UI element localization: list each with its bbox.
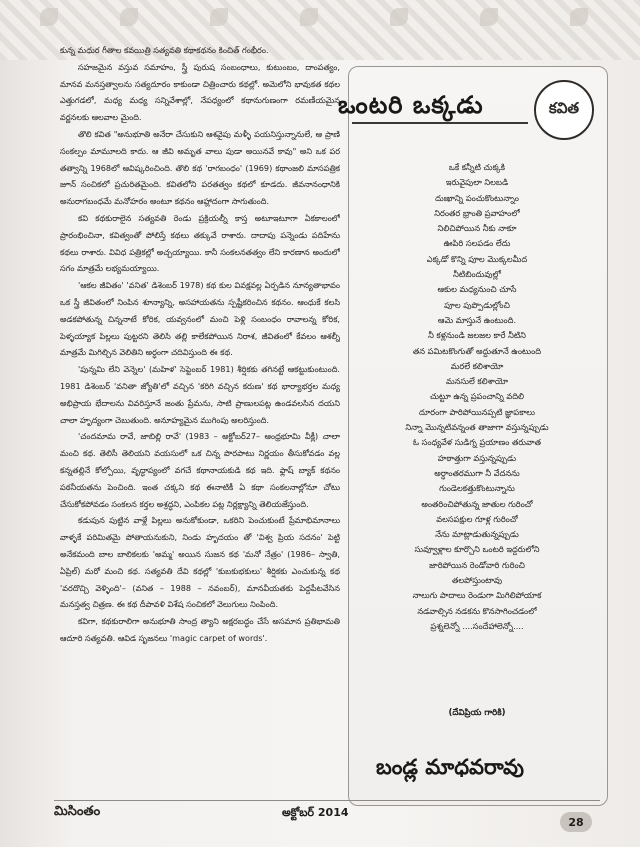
badge-label: కవిత — [548, 99, 580, 117]
poem-line: నిలిచిపోయిన నీకు నాకూ — [437, 223, 517, 234]
article-paragraph: కవి కథకురాలైన సత్యవతి రెండు ప్రక్రియల్నీ కాస్త అటూఇటూగా ఏకకాలంలో ప్రారంభించినా, కవిత్వంతో పోలిస్తే కథలు తక్కువే రాశారు. దాదాపు పన్నెండు పదిహేను కథలు రాశారు. వివిధ పత్రికల్లో అచ్చయ్యాయి. కానీ సంకలనతత్వం లేని కారణాన అందులో సగం మాత్రమే లభ్యమయ్యాయి. — [60, 212, 340, 274]
poem-line: నీ కళ్లనుండి జలజల కారే నీటిని — [428, 330, 526, 341]
poem-line: అర్ధాంతరముగా నీ వేదనను — [434, 467, 520, 478]
poem-title: ఒంటరి ఒక్కడు — [338, 90, 484, 119]
kavitha-badge-icon — [534, 80, 594, 140]
poem-line: మరలే కలిశాయో — [450, 360, 504, 371]
article-column — [60, 42, 340, 794]
leaf-ornament-icon — [40, 8, 58, 26]
poem-line: ప్రశ్నలెన్నో ....సందేహాలెన్నో.... — [430, 620, 524, 631]
leaf-ornament-icon — [120, 8, 138, 26]
poem-line: గుండెలకత్తుకొంటున్నాను — [439, 483, 515, 494]
poem-line: తలపోస్తుంటావు — [451, 575, 503, 586]
poem-line: జారిపోయిన రెండోవారి గురించి — [429, 559, 525, 570]
issue-date: అక్టోబర్ 2014 — [282, 806, 349, 819]
leaf-ornament-icon — [300, 8, 318, 26]
article-paragraph: తొలి కవిత "అనుభూతి అనేరా చేసుకుని ఆశవైపు మళ్ళీ పయనిస్తున్నానులే, ఆ ప్రాణి సంకల్పం మామూలది కాదు. ఆ జీవి అమృత వాలు పుడా అయినవే కావు" అని ఒక పర తత్వాన్ని 1968లో ఆవిష్కరించింది. తొలి కథ 'రాగబంధం' (1969) కథాంజలి మాసపత్రిక జూన్ సంచికలో ప్రచురితమైంది. కవితలోని పరతత్వం కథలో కూడదు. జీవనానంధానికి అనురాగబంధమే మనోహరం అంటూ కథనం ఆహ్లాదంగా సాగుతుంది. — [60, 128, 340, 207]
poem-line: నాలుగు పాదాలు రెండుగా మిగిలిపోయాక — [412, 590, 542, 601]
leaf-ornament-icon — [570, 8, 588, 26]
poem-dedication: (దేవిప్రియ గారికి) — [448, 708, 506, 718]
title-underline — [352, 122, 528, 124]
poem-line: వలసపక్షుల గూళ్ల గురించో — [436, 513, 518, 524]
poem-line: సువ్వూళ్లాల కూర్చొని ఒంటరి ఇద్దరులోని — [414, 544, 540, 555]
poem-line: ఆకుల మధ్యనుంచి చూసే — [437, 284, 517, 295]
article-paragraph: కవిగా, కథకురాలిగా అనుభూతి సాంద్ర త్యాని అక్షరబద్ధం చేసే అసమాన ప్రతిభామతి ఆదూరి సత్యవతి. ఆవిడ సృజనలు 'magic carpet of words'. — [60, 616, 340, 643]
poem-author: బండ్ల మాధవరావు — [376, 754, 524, 779]
poem-line: దూరంగా పారిపోయినప్పటి జ్ఞాపకాలు — [419, 406, 535, 417]
article-paragraph: సహజమైన వస్తువ సమాహం, స్త్రీ పురుష సంబంధాలు, కుటుంబం, దాంపత్యం, మానవ మనస్తత్వాలను సత్యదూరం కాకుండా చిత్రించారు కథల్లో. అమెలోని భావుకత కథల ఎత్తుగడలో, మధ్య మధ్య సన్నివేశాల్లో, నేపధ్యంలో కథానుగుణంగా రమణీయమైన వర్ణనలకు ఆలవాల మైంది. — [60, 61, 340, 123]
poem-line: నేను మాట్లాడుతున్నప్పుడు — [435, 529, 519, 540]
poem-line: నీటిబిందువుల్లో — [453, 269, 501, 280]
poem-line: దుఃఖాన్ని పంచుకొంటున్నాం — [435, 192, 519, 203]
article-paragraph: 'పున్నమి లేని వెన్నెల' (మహిళ' సెప్టెంబర్ 1981) శీర్షికకు తగినట్టే ఆకట్టుకుంటుంది. 1981 డిశెంబర్ 'వనితా జ్యోతి'లో వచ్చిన 'కరిగి వచ్చిన కరుణ' కథ భార్యాభర్తల మధ్య అభిప్రాయ భేదాలను వివరిస్తూనే జంతు ప్రేమను, సాటి ప్రాణులపట్ల ఉండవలసిన దయని చాలా హృద్యంగా చెబుతుంది. అనూహ్యమైన ముగింపు అలరిస్తుంది. — [60, 364, 340, 425]
leaf-ornament-icon — [390, 8, 408, 26]
poem-line: నడవాల్సిన నడకను కొనసాగించడంలో — [417, 605, 537, 616]
poem-line: చుట్టూ ఉన్న ప్రపంచాన్ని వదిలి — [429, 391, 525, 402]
poem-line: ఓ సంధ్యవేళ సుడిగ్న ప్రయాణం తరువాత — [413, 437, 541, 448]
poem-line: ఆమె మాస్తునే ఉంటుంది. — [437, 314, 517, 325]
poem-line: ఊపిరి సలపడం లేదు — [443, 238, 511, 249]
poem-line: నిరంతర భ్రాంతి ప్రవాహంలో — [434, 207, 520, 218]
footer-divider — [54, 800, 600, 801]
leaf-ornament-icon — [480, 8, 498, 26]
page-number: 28 — [560, 812, 592, 832]
article-paragraph: 'ఆకల జీవితం' 'వనిత' డిశెంబర్ 1978) కథ కుల వివక్షవల్ల ఏర్పడిన నూన్యతాభావం ఒక స్త్రీ జీవితంలో నింపిన శూన్యాన్ని, అసహాయతను స్పష్టీకరించిన కథనం. ఆంధుకే కలసి అడకపోతున్న చిన్ననాటే కోరిక, యవ్వనంలో మంచి పెళ్లి సంబంధం రావాలన్న కోరిక, పెళ్ళయ్యాక పిల్లలు పుట్టరని తెలిసి తల్లి కాలేకపోయిన నిరాశ, జీవితంలో కేవలం ఆశల్నీ మాత్రమే మిగిల్చిన వెలితిని అర్ధంగా చదివిస్తుంది ఈ కథ. — [60, 280, 340, 358]
article-paragraph: కడుపున పుట్టిన వాళ్లే పిల్లలు అనుకోకుండా, ఒకరిని పెంచుకుంటే ప్రేమాభిమానాలు వాళ్ళకే పరిమితమై పోతాయనుకుని, నిండు హృదయం తో 'విశ్వ ప్రియ సదనం' పెట్టి అనేకమంది బాల బాలికలకు 'అమ్మ' అయిన సుజన కథ 'మనో నేత్రం' (1986– స్వాతి, ఏప్రిల్) మరో మంచి కథ. సత్యవతి దేవి కథల్లో 'కుబకుభకులు' శీర్షికకు ఎంచుకున్న కథ 'వరదొచ్చి వెళ్ళింది'– (వనిత – 1988 – నవంబర్), మానవీయతకు పెద్దపీటవేసిన మనస్తత్వ చిత్రణ. ఈ కథ దీపావళి విశేష సంచికలో వెలుగులు నింపింది. — [60, 515, 340, 610]
poem-body — [352, 160, 602, 634]
poem-line: ఎక్కడో కొన్ని పూల మొక్కలమీద — [426, 253, 528, 264]
poem-line: అంతరించిపోతున్న జాతుల గురించో — [421, 498, 533, 509]
poem-line: హఠాత్తుగా వస్తున్నప్పుడు — [437, 452, 517, 463]
poem-line: ఒకే కన్నీటి చుక్కకి — [448, 162, 506, 172]
poem-line: పూల పుప్పొడుల్లోంచి — [444, 299, 510, 310]
poem-line: తన పమిటకొంగుతో అద్దుతూనే ఉంటుంది — [412, 345, 542, 356]
magazine-logo: మిసింతం — [54, 804, 101, 819]
poem-line: ఇరువైపులా నిలబడి — [445, 177, 509, 188]
leaf-ornament-icon — [210, 8, 228, 26]
poem-line: మనసులే కలిశాయో — [445, 376, 509, 387]
article-paragraph: 'చందమామ రావే, జాబిల్లి రావే' (1983 – అక్టోబర్27– ఆంధ్రభూమి వీక్లీ) చాలా మంచి కథ. తెలిసీ తెలియని వయసులో ఒక చిన్న పొరపాటు నిర్ణయం తీసుకోవడం వల్ల కన్నతల్లినే కోల్పోయి, వృద్ధాప్యంలో వగచే కథానాయకుడి కథ ఇది. ఫ్లాష్ బ్యాక్ కథనం పఠనీయతను పెంచింది. ఇంత చక్కని కథ ఈనాటికీ ఏ కథా సంకలనాల్లోనూ చోటు చేసుకోకపోవడం సంకలన కర్తల అశ్రద్ధని, ఎంపికల పట్ల నిర్లక్ష్యాన్ని తెలియజేస్తుంది. — [60, 431, 340, 509]
article-paragraph: కున్న మధుర గీతాల కవయిత్రి సత్యవతి కథాకథనం కించిత్ గంభీరం. — [60, 45, 269, 55]
poem-line: నిన్నా మొన్నటివన్నంత తాజాగా వస్తున్నప్పుడు — [405, 422, 549, 433]
